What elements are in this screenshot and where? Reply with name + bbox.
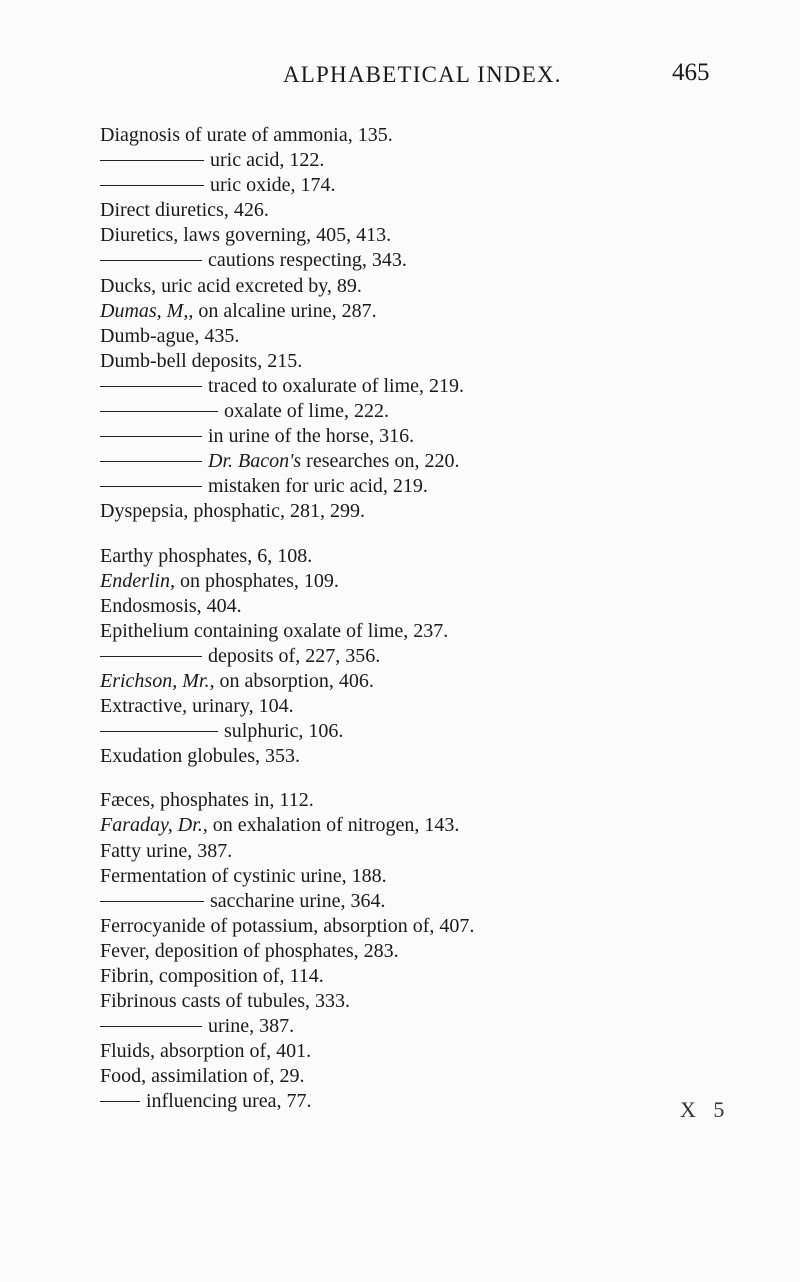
page-header (0, 59, 800, 98)
entry-body: Epithelium containing oxalate of lime, 237. (100, 619, 449, 642)
entry-text (208, 645, 380, 667)
entry-text (208, 249, 407, 271)
entry-body: traced to oxalurate of lime, 219. (208, 374, 465, 397)
entry-text (100, 595, 242, 617)
index-entry (100, 694, 740, 719)
index-entry (100, 324, 740, 349)
entry-text (100, 124, 393, 146)
entry-text (100, 620, 448, 642)
entry-text (100, 545, 312, 567)
ditto-dash (100, 1101, 140, 1102)
index-entry (100, 964, 740, 989)
entry-text (100, 965, 324, 987)
index-subentry (100, 148, 740, 173)
entry-text (100, 500, 365, 522)
entry-body: Fatty urine, 387. (100, 839, 233, 862)
index-subentry (100, 1089, 740, 1114)
ditto-dash (100, 901, 204, 902)
entry-text (208, 375, 464, 397)
entry-body: on exhalation of nitrogen, 143. (207, 814, 460, 837)
entry-text (210, 174, 336, 196)
signature-mark: X 5 (680, 1097, 731, 1122)
entry-text (100, 840, 232, 862)
index-entry (100, 1064, 740, 1089)
index-entry (100, 123, 740, 148)
index-entry (100, 669, 740, 694)
entry-text (100, 224, 391, 246)
entry-text (100, 1040, 311, 1062)
ditto-dash (100, 386, 202, 387)
index-entry (100, 198, 740, 223)
index-entry (100, 813, 740, 838)
entry-body: Ducks, uric acid excreted by, 89. (100, 274, 362, 297)
index-entry (100, 619, 740, 644)
entry-italic: Dumas, M,, (100, 299, 194, 322)
index-subentry (100, 719, 740, 744)
entry-body: on alcaline urine, 287. (193, 299, 377, 322)
entry-body: Extractive, urinary, 104. (100, 695, 294, 718)
index-subentry (100, 474, 740, 499)
entry-body: Fever, deposition of phosphates, 283. (100, 939, 399, 962)
entry-italic: Dr. Bacon's (208, 450, 302, 473)
entry-body: Direct diuretics, 426. (100, 199, 269, 222)
entry-text (100, 814, 459, 836)
entry-text (210, 149, 324, 171)
ditto-dash (100, 436, 202, 437)
index-entry (100, 939, 740, 964)
entry-text (100, 695, 294, 717)
entry-text (100, 350, 302, 372)
entry-body: researches on, 220. (301, 450, 460, 473)
entry-text (100, 300, 377, 322)
index-entry (100, 914, 740, 939)
entry-text (100, 275, 362, 297)
index-subentry (100, 644, 740, 669)
entry-body: saccharine urine, 364. (210, 889, 386, 912)
entry-body: sulphuric, 106. (224, 720, 344, 743)
entry-text (224, 720, 343, 742)
index-subentry (100, 424, 740, 449)
entry-body: uric acid, 122. (210, 149, 325, 172)
index-entry (100, 989, 740, 1014)
entry-body: Dumb-ague, 435. (100, 324, 240, 347)
entry-text (208, 475, 428, 497)
index-entries (100, 123, 740, 1115)
index-entry (100, 299, 740, 324)
index-entry (100, 544, 740, 569)
entry-body: Diagnosis of urate of ammonia, 135. (100, 124, 393, 146)
entry-text (146, 1090, 312, 1112)
ditto-dash (100, 731, 218, 732)
entry-text (100, 325, 239, 347)
index-subentry (100, 399, 740, 424)
index-subentry (100, 248, 740, 273)
entry-text (100, 199, 269, 221)
entry-italic: Erichson, Mr., (100, 669, 215, 692)
ditto-dash (100, 185, 204, 186)
entry-text (100, 570, 339, 592)
entry-body: Diuretics, laws governing, 405, 413. (100, 224, 392, 247)
running-head: ALPHABETICAL INDEX. (283, 62, 562, 87)
entry-body: on absorption, 406. (214, 669, 374, 692)
index-subentry (100, 1014, 740, 1039)
entry-body: Fibrin, composition of, 114. (100, 965, 324, 987)
ditto-dash (100, 486, 202, 487)
entry-body: deposits of, 227, 356. (208, 644, 381, 667)
ditto-dash (100, 411, 218, 412)
index-entry (100, 744, 740, 769)
entry-text (224, 400, 389, 422)
entry-body: oxalate of lime, 222. (224, 400, 389, 423)
entry-body: Food, assimilation of, 29. (100, 1065, 305, 1088)
entry-text (100, 940, 399, 962)
ditto-dash (100, 461, 202, 462)
entry-text (100, 670, 374, 692)
entry-body: on phosphates, 109. (175, 569, 339, 592)
index-subentry (100, 173, 740, 198)
index-subentry (100, 374, 740, 399)
entry-body: Fibrinous casts of tubules, 333. (100, 990, 350, 1013)
entry-body: mistaken for uric acid, 219. (208, 475, 428, 498)
ditto-dash (100, 260, 202, 261)
index-entry (100, 274, 740, 299)
ditto-dash (100, 1026, 202, 1027)
entry-text (100, 865, 387, 887)
entry-body: Dyspepsia, phosphatic, 281, 299. (100, 500, 365, 523)
entry-body: in urine of the horse, 316. (208, 425, 415, 448)
entry-text (208, 450, 459, 472)
entry-body: Fermentation of cystinic urine, 188. (100, 864, 387, 887)
index-entry (100, 499, 740, 524)
entry-body: Fluids, absorption of, 401. (100, 1040, 312, 1063)
entry-body: influencing urea, 77. (146, 1090, 312, 1113)
entry-text (100, 789, 314, 811)
entry-body: Earthy phosphates, 6, 108. (100, 544, 313, 567)
entry-text (100, 915, 474, 937)
entry-body: cautions respecting, 343. (208, 249, 407, 272)
entry-body: urine, 387. (208, 1015, 295, 1038)
entry-italic: Faraday, Dr., (100, 814, 208, 837)
entry-text (208, 425, 414, 447)
entry-text (100, 1065, 304, 1087)
index-entry (100, 864, 740, 889)
entry-text (100, 990, 350, 1012)
index-entry (100, 788, 740, 813)
index-entry (100, 839, 740, 864)
index-entry (100, 594, 740, 619)
ditto-dash (100, 656, 202, 657)
index-subentry (100, 889, 740, 914)
entry-body: uric oxide, 174. (210, 174, 336, 197)
index-entry (100, 223, 740, 248)
entry-text (208, 1015, 294, 1037)
index-entry (100, 1039, 740, 1064)
entry-italic: Enderlin, (100, 569, 175, 592)
entry-text (210, 890, 385, 912)
entry-body: Exudation globules, 353. (100, 745, 300, 768)
entry-body: Fæces, phosphates in, 112. (100, 789, 314, 812)
index-entry (100, 569, 740, 594)
entry-body: Dumb-bell deposits, 215. (100, 349, 303, 372)
page-number: 465 (672, 59, 710, 86)
index-subentry (100, 449, 740, 474)
entry-body: Endosmosis, 404. (100, 594, 242, 617)
entry-body: Ferrocyanide of potassium, absorption of, 407. (100, 914, 475, 937)
ditto-dash (100, 160, 204, 161)
entry-text (100, 745, 300, 767)
index-entry (100, 349, 740, 374)
